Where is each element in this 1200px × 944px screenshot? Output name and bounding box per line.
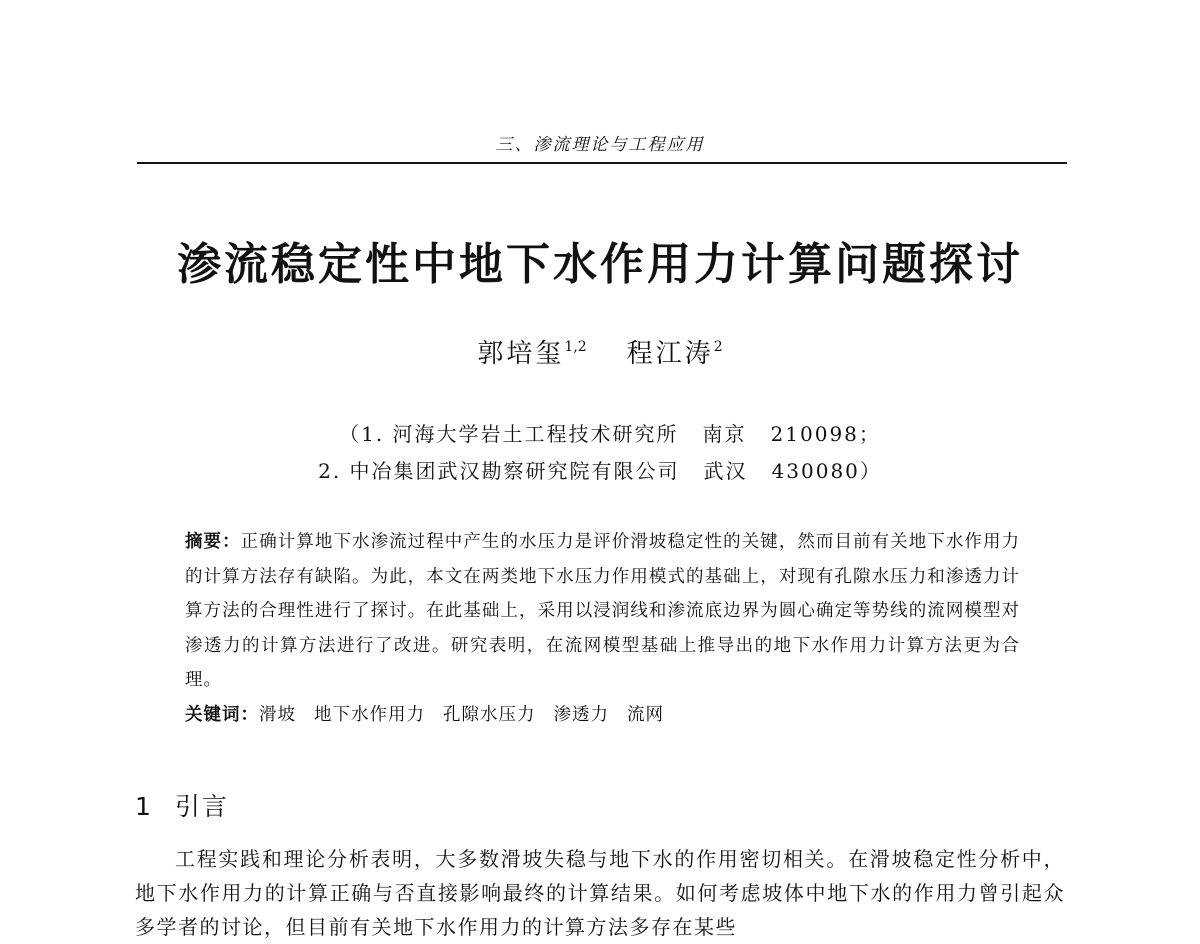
affiliation-line-1 [0, 418, 1200, 447]
keyword: 流网 [627, 704, 664, 725]
section-heading [135, 787, 229, 823]
keywords-label: 关键词： [185, 704, 259, 725]
abstract-text: 正确计算地下水渗流过程中产生的水压力是评价滑坡稳定性的关键，然而目前有关地下水作用力的计算方法存有缺陷。为此，本文在两类地下水压力作用模式的基础上，对现有孔隙水压力和渗透力计算方法的合理性进行了探讨。在此基础上，采用以浸润线和渗流底边界为圆心确定等势线的流网模型对渗透力的计算方法进行了改进。研究表明，在流网模型基础上推导出的地下水作用力计算方法更为合理。 [185, 532, 1020, 691]
affiliation-open: 2. [318, 459, 342, 483]
affiliation-city: 南京 [702, 422, 747, 446]
abstract-block [185, 525, 1020, 733]
body-text [135, 842, 1065, 944]
keywords-line [185, 698, 1020, 733]
header-rule [137, 162, 1067, 164]
section-title: 引言 [174, 792, 229, 821]
affiliation-institution: 中冶集团武汉勘察研究院有限公司 [349, 459, 680, 483]
keyword: 滑坡 [259, 704, 296, 725]
author-line [0, 333, 1200, 370]
affiliation-open: （1. [339, 422, 385, 446]
abstract-paragraph [185, 525, 1020, 698]
paper-title: 渗流稳定性中地下水作用力计算问题探讨 [177, 239, 1023, 290]
affiliation-line-2 [0, 455, 1200, 484]
keyword: 地下水作用力 [314, 704, 425, 725]
keyword: 渗透力 [553, 704, 609, 725]
affiliation-institution: 河海大学岩土工程技术研究所 [392, 422, 679, 446]
affiliation-postcode: 430080） [771, 459, 882, 483]
section-number: 1 [135, 792, 153, 821]
author-affiliation-mark: 2 [713, 339, 723, 355]
keyword: 孔隙水压力 [443, 704, 536, 725]
author-name: 郭培玺 [477, 339, 565, 369]
affiliation-postcode: 210098； [770, 422, 881, 446]
abstract-label: 摘要： [185, 532, 241, 552]
body-paragraph: 工程实践和理论分析表明，大多数滑坡失稳与地下水的作用密切相关。在滑坡稳定性分析中，地下水作用力的计算正确与否直接影响最终的计算结果。如何考虑坡体中地下水的作用力曾引起众多学者的讨论，但目前有关地下水作用力的计算方法多存在某些 [135, 847, 1065, 939]
affiliation-city: 武汉 [703, 459, 748, 483]
author-name: 程江涛 [626, 339, 714, 369]
running-header: 三、渗流理论与工程应用 [495, 135, 705, 155]
author-affiliation-mark: 1,2 [564, 339, 587, 355]
